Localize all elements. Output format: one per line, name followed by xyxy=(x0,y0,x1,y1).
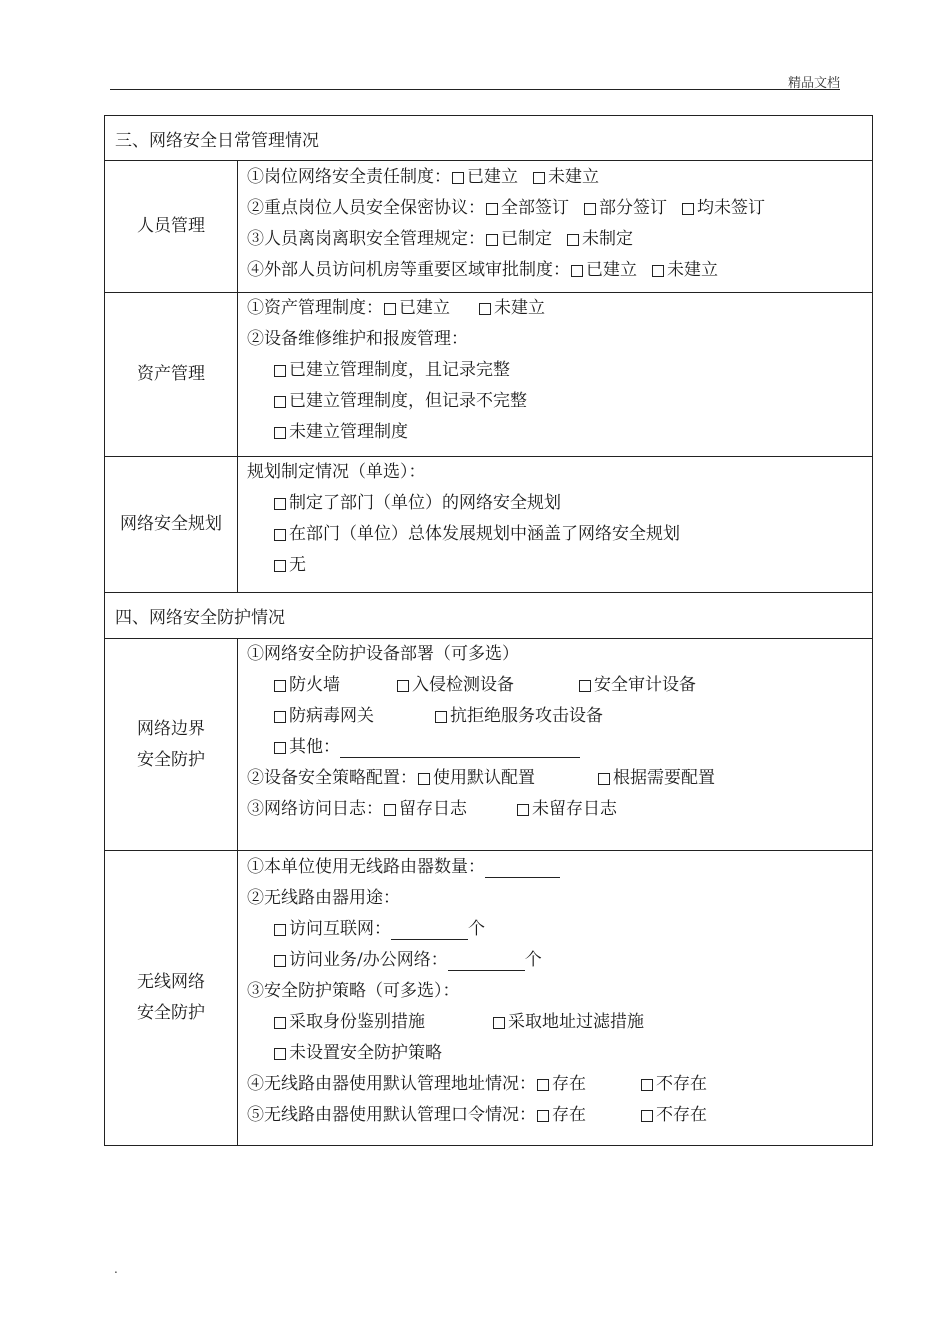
personnel-row xyxy=(105,161,872,293)
wireless-policy-row-1 xyxy=(247,1007,872,1038)
office-count-blank[interactable] xyxy=(448,950,525,971)
checkbox-icon[interactable] xyxy=(274,742,286,754)
assets-line-1-text: ①资产管理制度： xyxy=(247,298,383,318)
planning-option-3[interactable] xyxy=(247,550,872,581)
option-checkbox[interactable] xyxy=(532,162,599,193)
option-label: 未建立管理制度 xyxy=(289,422,408,442)
option-checkbox[interactable] xyxy=(273,732,340,763)
checkbox-icon[interactable] xyxy=(493,1017,505,1029)
option-checkbox[interactable] xyxy=(383,794,516,825)
option-label: 在部门（单位）总体发展规划中涵盖了网络安全规划 xyxy=(289,524,680,544)
checkbox-icon[interactable] xyxy=(486,203,498,215)
option-checkbox[interactable] xyxy=(536,1100,640,1131)
wireless-line-3: ③安全防护策略（可多选）： xyxy=(247,981,460,1001)
option-checkbox[interactable] xyxy=(396,670,578,701)
option-checkbox[interactable] xyxy=(566,224,633,255)
unit-label: 个 xyxy=(468,919,485,939)
option-label: 访问业务/办公网络： xyxy=(289,950,448,970)
checkbox-icon[interactable] xyxy=(571,265,583,277)
option-label: 部分签订 xyxy=(599,198,667,218)
planning-content xyxy=(238,457,872,592)
personnel-label: 人员管理 xyxy=(105,161,238,292)
checkbox-icon[interactable] xyxy=(486,234,498,246)
option-checkbox[interactable] xyxy=(536,1069,640,1100)
option-label: 制定了部门（单位）的网络安全规划 xyxy=(289,493,561,513)
checkbox-icon[interactable] xyxy=(579,680,591,692)
wireless-line-4 xyxy=(247,1069,872,1100)
wireless-row xyxy=(105,851,872,1145)
section-4-heading-row xyxy=(105,593,872,639)
option-label: 访问互联网： xyxy=(289,919,391,939)
option-label: 已建立 xyxy=(586,260,637,280)
option-label: 采取身份鉴别措施 xyxy=(289,1012,425,1032)
personnel-line-2-text: ②重点岗位人员安全保密协议： xyxy=(247,198,485,218)
section-4-title: 四、网络安全防护情况 xyxy=(115,608,285,628)
boundary-devices-row-1 xyxy=(247,670,872,701)
option-label: 不存在 xyxy=(656,1105,707,1125)
option-checkbox[interactable] xyxy=(651,255,718,286)
option-checkbox[interactable] xyxy=(578,670,696,701)
personnel-line-1-text: ①岗位网络安全责任制度： xyxy=(247,167,451,187)
wireless-line-4-text: ④无线路由器使用默认管理地址情况： xyxy=(247,1074,536,1094)
checkbox-icon[interactable] xyxy=(418,773,430,785)
wireless-line-1 xyxy=(247,852,872,883)
assets-row xyxy=(105,293,872,457)
assets-option-1[interactable] xyxy=(247,355,872,386)
option-checkbox[interactable] xyxy=(681,193,765,224)
checkbox-icon[interactable] xyxy=(274,498,286,510)
option-checkbox[interactable] xyxy=(492,1007,644,1038)
assets-option-2[interactable] xyxy=(247,386,872,417)
boundary-label-line-2: 安全防护 xyxy=(137,749,205,770)
option-label: 未建立 xyxy=(494,298,545,318)
checkbox-icon[interactable] xyxy=(397,680,409,692)
wireless-line-5 xyxy=(247,1100,872,1131)
option-checkbox[interactable] xyxy=(516,794,617,825)
checkbox-icon[interactable] xyxy=(384,804,396,816)
personnel-line-3 xyxy=(247,224,872,255)
boundary-content xyxy=(238,639,872,850)
option-label: 防火墙 xyxy=(289,675,340,695)
other-input-blank[interactable] xyxy=(340,737,580,758)
option-label: 已建立 xyxy=(467,167,518,187)
checkbox-icon[interactable] xyxy=(537,1079,549,1091)
planning-option-1[interactable] xyxy=(247,488,872,519)
assets-option-3[interactable] xyxy=(247,417,872,448)
boundary-line-3-text: ③网络访问日志： xyxy=(247,799,383,819)
assets-content xyxy=(238,293,872,456)
wireless-content xyxy=(238,851,872,1145)
checkbox-icon[interactable] xyxy=(274,427,286,439)
checkbox-icon[interactable] xyxy=(274,924,286,936)
section-3-title: 三、网络安全日常管理情况 xyxy=(115,130,319,151)
internet-count-blank[interactable] xyxy=(391,919,468,940)
planning-option-2[interactable] xyxy=(247,519,872,550)
checkbox-icon[interactable] xyxy=(274,396,286,408)
header-rule xyxy=(110,89,840,90)
option-checkbox[interactable] xyxy=(485,193,569,224)
router-count-blank[interactable] xyxy=(485,857,560,878)
option-label: 存在 xyxy=(552,1105,586,1125)
option-label: 存在 xyxy=(552,1074,586,1094)
assets-line-1 xyxy=(247,293,872,324)
option-label: 未留存日志 xyxy=(532,799,617,819)
checkbox-icon[interactable] xyxy=(533,172,545,184)
boundary-line-2-text: ②设备安全策略配置： xyxy=(247,768,417,788)
option-label: 已建立管理制度，但记录不完整 xyxy=(289,391,527,411)
wireless-policy-row-2 xyxy=(247,1038,872,1069)
option-checkbox[interactable] xyxy=(383,293,450,324)
option-label: 其他： xyxy=(289,737,340,757)
checkbox-icon[interactable] xyxy=(517,804,529,816)
boundary-label xyxy=(105,639,238,850)
option-label: 不存在 xyxy=(656,1074,707,1094)
option-checkbox[interactable] xyxy=(434,701,603,732)
personnel-line-1 xyxy=(247,162,872,193)
wireless-line-2: ②无线路由器用途： xyxy=(247,888,400,908)
option-label: 均未签订 xyxy=(697,198,765,218)
option-checkbox[interactable] xyxy=(485,224,552,255)
boundary-line-1: ①网络安全防护设备部署（可多选） xyxy=(247,644,519,664)
wireless-label-line-1: 无线网络 xyxy=(137,972,205,992)
personnel-line-4 xyxy=(247,255,872,286)
checkbox-icon[interactable] xyxy=(652,265,664,277)
checkbox-icon[interactable] xyxy=(682,203,694,215)
wireless-line-5-text: ⑤无线路由器使用默认管理口令情况： xyxy=(247,1105,536,1125)
boundary-other-row xyxy=(247,732,872,763)
unit-label: 个 xyxy=(524,950,542,970)
option-label: 无 xyxy=(289,555,306,575)
option-label: 安全审计设备 xyxy=(594,675,696,695)
option-checkbox[interactable] xyxy=(583,193,667,224)
assets-line-2: ②设备维修维护和报废管理： xyxy=(247,329,468,349)
option-checkbox[interactable] xyxy=(273,670,396,701)
footer-mark: . xyxy=(114,1262,118,1276)
checkbox-icon[interactable] xyxy=(584,203,596,215)
wireless-use-internet xyxy=(247,914,872,945)
option-label: 使用默认配置 xyxy=(433,768,535,788)
checkbox-icon[interactable] xyxy=(641,1079,653,1091)
checkbox-icon[interactable] xyxy=(274,955,286,967)
option-checkbox[interactable] xyxy=(273,1007,492,1038)
option-checkbox[interactable] xyxy=(640,1069,707,1100)
checkbox-icon[interactable] xyxy=(274,1017,286,1029)
assets-label: 资产管理 xyxy=(105,293,238,456)
option-label: 防病毒网关 xyxy=(289,706,374,726)
option-label: 未建立 xyxy=(548,167,599,187)
wireless-use-office xyxy=(247,945,872,976)
option-label: 未建立 xyxy=(667,260,718,280)
option-checkbox[interactable] xyxy=(273,945,448,976)
page-header-text: 精品文档 xyxy=(787,76,840,91)
checkbox-icon[interactable] xyxy=(435,711,447,723)
option-label: 抗拒绝服务攻击设备 xyxy=(450,706,603,726)
checkbox-icon[interactable] xyxy=(567,234,579,246)
planning-intro: 规划制定情况（单选）： xyxy=(247,462,426,482)
option-checkbox[interactable] xyxy=(640,1100,707,1131)
option-checkbox[interactable] xyxy=(451,162,518,193)
section-3-heading-row xyxy=(105,116,872,161)
checkbox-icon[interactable] xyxy=(274,680,286,692)
boundary-devices-row-2 xyxy=(247,701,872,732)
planning-row xyxy=(105,457,872,593)
checkbox-icon[interactable] xyxy=(452,172,464,184)
personnel-line-4-text: ④外部人员访问机房等重要区域审批制度： xyxy=(247,260,570,280)
personnel-line-3-text: ③人员离岗离职安全管理规定： xyxy=(247,229,485,249)
option-checkbox[interactable] xyxy=(273,701,434,732)
checkbox-icon[interactable] xyxy=(274,529,286,541)
personnel-content xyxy=(238,161,872,292)
checkbox-icon[interactable] xyxy=(274,711,286,723)
option-label: 未制定 xyxy=(582,229,633,249)
survey-table xyxy=(104,115,873,1146)
wireless-label xyxy=(105,851,238,1145)
planning-label: 网络安全规划 xyxy=(105,457,238,592)
option-label: 入侵检测设备 xyxy=(412,675,514,695)
option-checkbox[interactable] xyxy=(478,293,545,324)
option-label: 留存日志 xyxy=(399,799,467,819)
checkbox-icon[interactable] xyxy=(641,1110,653,1122)
option-checkbox[interactable] xyxy=(597,763,715,794)
checkbox-icon[interactable] xyxy=(384,303,396,315)
option-label: 已制定 xyxy=(501,229,552,249)
option-label: 已建立 xyxy=(399,298,450,318)
option-label: 未设置安全防护策略 xyxy=(289,1043,442,1063)
checkbox-icon[interactable] xyxy=(598,773,610,785)
option-checkbox[interactable] xyxy=(570,255,637,286)
checkbox-icon[interactable] xyxy=(537,1110,549,1122)
checkbox-icon[interactable] xyxy=(479,303,491,315)
option-checkbox[interactable] xyxy=(273,914,391,945)
option-label: 已建立管理制度，且记录完整 xyxy=(289,360,510,380)
checkbox-icon[interactable] xyxy=(274,560,286,572)
option-label: 采取地址过滤措施 xyxy=(508,1012,644,1032)
option-checkbox[interactable] xyxy=(273,1038,442,1069)
option-checkbox[interactable] xyxy=(417,763,597,794)
checkbox-icon[interactable] xyxy=(274,365,286,377)
wireless-label-line-2: 安全防护 xyxy=(137,1003,205,1023)
checkbox-icon[interactable] xyxy=(274,1048,286,1060)
wireless-line-1-text: ①本单位使用无线路由器数量： xyxy=(247,857,485,877)
boundary-line-3 xyxy=(247,794,872,825)
boundary-label-line-1: 网络边界 xyxy=(137,718,205,739)
option-label: 根据需要配置 xyxy=(613,768,715,788)
personnel-line-2 xyxy=(247,193,872,224)
boundary-line-2 xyxy=(247,763,872,794)
boundary-row xyxy=(105,639,872,851)
option-label: 全部签订 xyxy=(501,198,569,218)
